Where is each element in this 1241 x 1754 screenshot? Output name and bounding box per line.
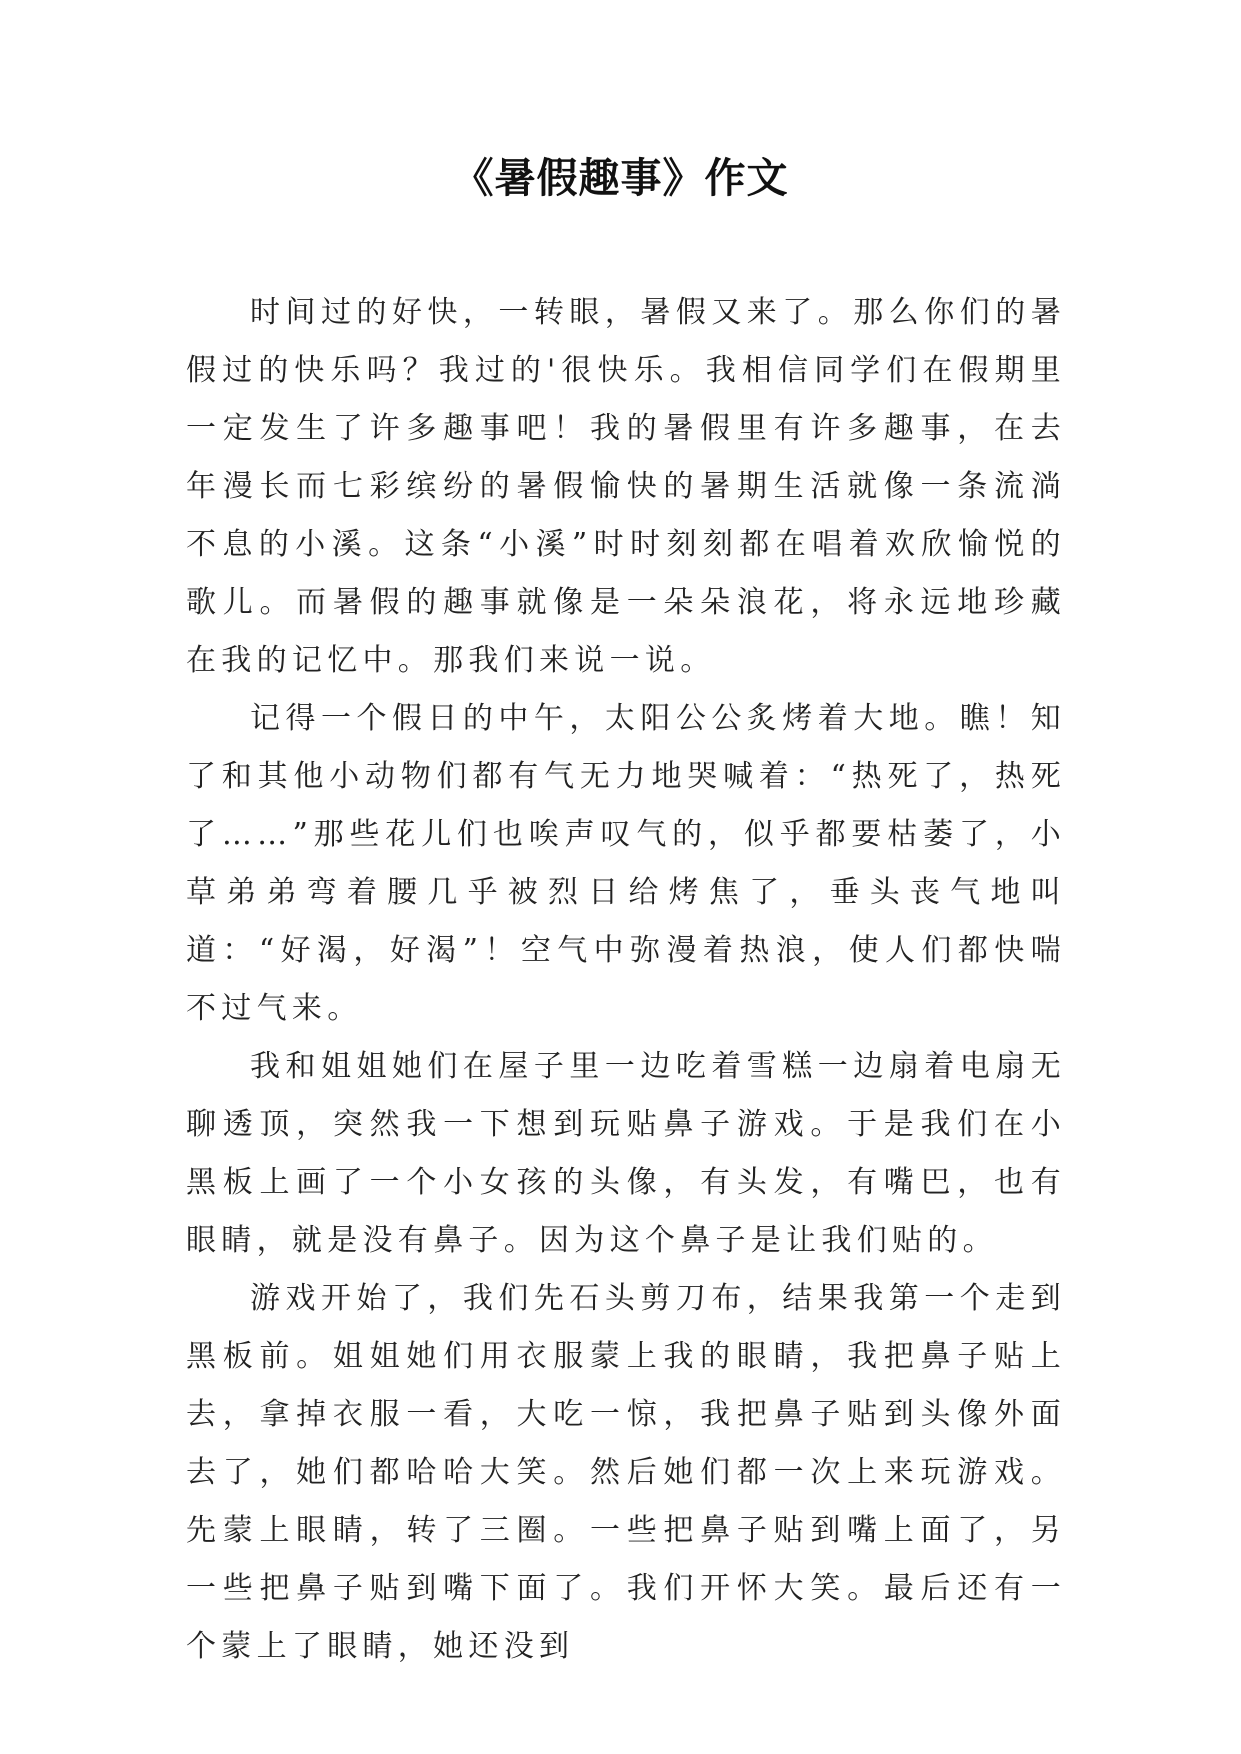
- document-body: [186, 284, 1066, 1676]
- paragraph-4: 游戏开始了，我们先石头剪刀布，结果我第一个走到黑板前。姐姐她们用衣服蒙上我的眼睛，我把鼻子贴上去，拿掉衣服一看，大吃一惊，我把鼻子贴到头像外面去了，她们都哈哈大笑。然后她们都一次上来玩游戏。先蒙上眼睛，转了三圈。一些把鼻子贴到嘴上面了，另一些把鼻子贴到嘴下面了。我们开怀大笑。最后还有一个蒙上了眼睛，她还没到: [186, 1281, 1066, 1664]
- paragraph-3: 我和姐姐她们在屋子里一边吃着雪糕一边扇着电扇无聊透顶，突然我一下想到玩贴鼻子游戏。于是我们在小黑板上画了一个小女孩的头像，有头发，有嘴巴，也有眼睛，就是没有鼻子。因为这个鼻子是让我们贴的。: [186, 1049, 1066, 1258]
- paragraph-1: 时间过的好快，一转眼，暑假又来了。那么你们的暑假过的快乐吗？我过的'很快乐。我相信同学们在假期里一定发生了许多趣事吧！我的暑假里有许多趣事，在去年漫长而七彩缤纷的暑假愉快的暑期生活就像一条流淌不息的小溪。这条“小溪”时时刻刻都在唱着欢欣愉悦的歌儿。而暑假的趣事就像是一朵朵浪花，将永远地珍藏在我的记忆中。那我们来说一说。: [186, 295, 1066, 678]
- document-title: 《暑假趣事》作文: [452, 154, 789, 202]
- paragraph-2: 记得一个假日的中午，太阳公公炙烤着大地。瞧！知了和其他小动物们都有气无力地哭喊着：“热死了，热死了……”那些花儿们也唉声叹气的，似乎都要枯萎了，小草弟弟弯着腰几乎被烈日给烤焦了，垂头丧气地叫道：“好渴，好渴”！空气中弥漫着热浪，使人们都快喘不过气来。: [186, 701, 1066, 1026]
